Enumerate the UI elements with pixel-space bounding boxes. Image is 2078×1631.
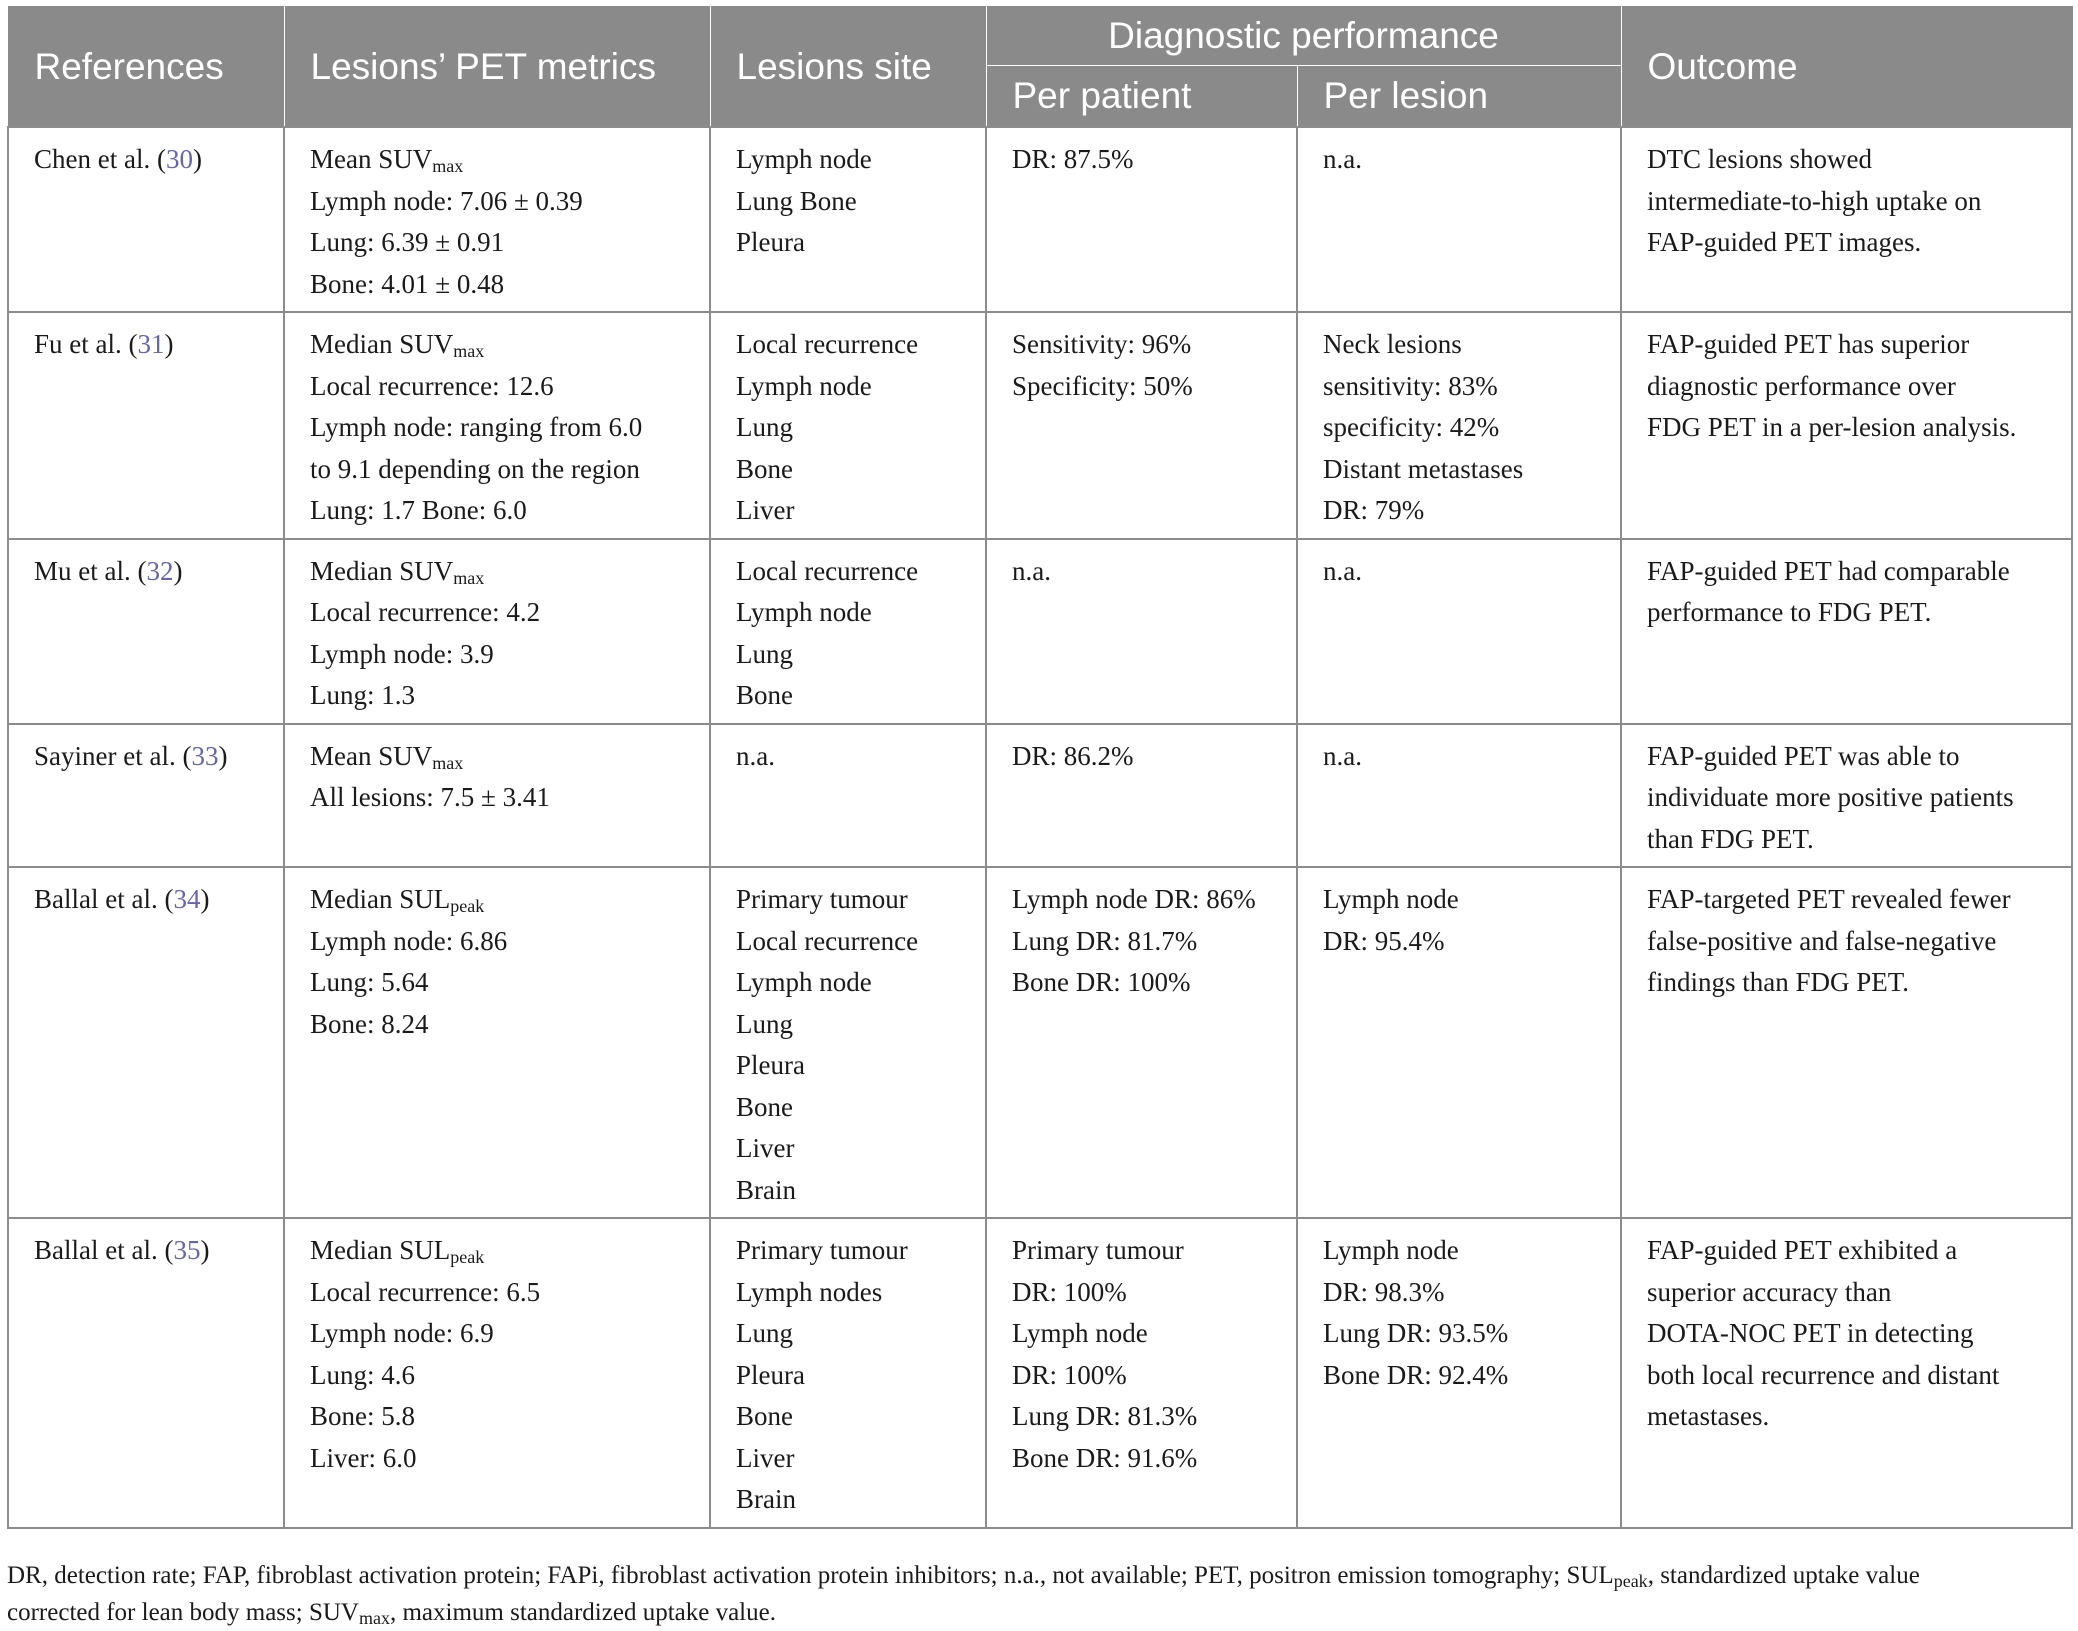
metric-subscript: peak (450, 1247, 485, 1267)
reference-text (34, 736, 275, 778)
per-lesion-cell (1297, 867, 1621, 1218)
lesion-site: Bone (736, 1401, 793, 1431)
metric-value: Lung: 6.39 ± 0.91 (310, 227, 505, 257)
outcome-cell (1621, 1218, 2072, 1528)
metric-value: Lymph node: 7.06 ± 0.39 (310, 185, 583, 216)
reference-cell (8, 724, 284, 868)
metric-value: Lymph node: 3.9 (310, 638, 494, 669)
metric-value: Bone: 8.24 (310, 1008, 429, 1039)
header-site: Lesions site (710, 7, 986, 128)
header-metrics: Lesions’ PET metrics (284, 7, 710, 128)
reference-paren: ) (200, 1235, 210, 1265)
reference-name: Fu et al. ( (34, 329, 138, 359)
header-per-lesion: Per lesion (1297, 66, 1621, 128)
reference-paren: ) (164, 329, 174, 359)
metric-name: Median SUV (310, 555, 454, 586)
metric-value: Lung: 4.6 (310, 1359, 415, 1390)
per-lesion-value: DR: 98.3% (1323, 1276, 1445, 1307)
metric-value: Lymph node: ranging from 6.0 (310, 412, 643, 442)
metric-subscript: max (432, 752, 464, 773)
reference-name: Ballal et al. ( (34, 1235, 174, 1265)
lesion-site: Brain (736, 1174, 796, 1205)
reference-cell (8, 312, 284, 539)
lesion-site: Local recurrence (736, 329, 919, 359)
outcome-text: false-positive and false-negative (1647, 925, 1997, 956)
metrics-cell (284, 127, 710, 312)
metric-name: Median SUL (310, 884, 451, 914)
per-patient-value: n.a. (1012, 555, 1051, 586)
metric-subscript: max (453, 341, 485, 361)
outcome-text: FAP-targeted PET revealed fewer (1647, 884, 2011, 914)
per-lesion-cell (1297, 1218, 1621, 1528)
table-row (8, 127, 2072, 312)
outcome-text: metastases. (1647, 1401, 1770, 1431)
table-body (8, 127, 2072, 1528)
per-patient-value: Lung DR: 81.3% (1012, 1401, 1198, 1431)
lesion-site: Lung (736, 1008, 793, 1039)
pet-studies-table (7, 6, 2073, 1529)
per-lesion-cell (1297, 539, 1621, 724)
outcome-text: findings than FDG PET. (1647, 967, 1909, 997)
reference-cell (8, 127, 284, 312)
per-patient-cell (986, 127, 1297, 312)
metric-subscript: peak (450, 896, 485, 916)
per-patient-cell (986, 724, 1297, 868)
per-patient-value: Lymph node (1012, 1318, 1148, 1348)
metric-title (310, 879, 701, 921)
per-patient-cell (986, 312, 1297, 539)
metric-title (310, 139, 701, 181)
lesion-site: Lymph node (736, 370, 872, 401)
reference-text (34, 551, 275, 593)
per-patient-cell (986, 867, 1297, 1218)
metrics-cell (284, 312, 710, 539)
header-outcome: Outcome (1621, 7, 2072, 128)
lesion-site: n.a. (736, 740, 775, 771)
metric-name: Mean SUV (310, 144, 433, 174)
metric-value: Bone: 5.8 (310, 1401, 415, 1431)
lesion-site: Liver (736, 495, 795, 525)
footnote-text: DR, detection rate; FAP, fibroblast activation protein; FAPi, fibroblast activation protein inhibitors; n.a., not available; PET, positron emission tomography; SUL (7, 1562, 1614, 1589)
lesion-site: Local recurrence (736, 555, 919, 586)
lesion-site: Bone (736, 1091, 793, 1122)
per-lesion-value: n.a. (1323, 740, 1362, 771)
table-row (8, 1218, 2072, 1528)
metric-value: Local recurrence: 4.2 (310, 597, 541, 627)
per-lesion-cell (1297, 724, 1621, 868)
per-lesion-value: Bone DR: 92.4% (1323, 1359, 1509, 1390)
metric-value: Lung: 5.64 (310, 967, 429, 997)
table-row (8, 867, 2072, 1218)
per-patient-value: DR: 100% (1012, 1359, 1127, 1390)
table-footnote (7, 1557, 2071, 1631)
footnote-text: , standardized uptake value (1647, 1562, 1920, 1589)
metric-value: Lung: 1.3 (310, 680, 415, 710)
lesion-site: Lymph node (736, 144, 872, 174)
per-patient-value: Bone DR: 100% (1012, 967, 1191, 997)
per-patient-value: Sensitivity: 96% (1012, 329, 1192, 359)
per-lesion-cell (1297, 312, 1621, 539)
footnote-text: corrected for lean body mass; SUV (7, 1599, 359, 1626)
lesion-site: Pleura (736, 1359, 805, 1390)
per-patient-cell (986, 1218, 1297, 1528)
metric-name: Mean SUV (310, 740, 433, 771)
reference-link[interactable]: 32 (146, 555, 174, 586)
reference-paren: ) (218, 740, 228, 771)
header-diagnostic-performance: Diagnostic performance (986, 7, 1621, 66)
outcome-text: DOTA-NOC PET in detecting (1647, 1318, 1974, 1348)
outcome-cell (1621, 127, 2072, 312)
reference-paren: ) (200, 884, 210, 914)
lesion-site: Lung Bone (736, 185, 857, 216)
reference-cell (8, 1218, 284, 1528)
metrics-cell (284, 539, 710, 724)
lesion-site: Bone (736, 680, 793, 710)
site-cell (710, 867, 986, 1218)
footnote-text: , maximum standardized uptake value. (389, 1599, 776, 1626)
reference-name: Chen et al. ( (34, 144, 166, 174)
outcome-text: than FDG PET. (1647, 823, 1814, 854)
metric-title (310, 324, 701, 366)
outcome-text: FAP-guided PET has superior (1647, 329, 1970, 359)
lesion-site: Primary tumour (736, 1235, 908, 1265)
per-lesion-value: Lymph node (1323, 884, 1459, 914)
per-patient-value: Specificity: 50% (1012, 370, 1193, 401)
metric-subscript: max (453, 567, 485, 588)
metric-value: Lymph node: 6.9 (310, 1318, 494, 1348)
per-lesion-value: Neck lesions (1323, 329, 1462, 359)
metric-value: Liver: 6.0 (310, 1442, 417, 1473)
per-lesion-value: sensitivity: 83% (1323, 370, 1498, 401)
footnote-subscript: peak (1613, 1571, 1648, 1591)
site-cell (710, 539, 986, 724)
per-lesion-value: n.a. (1323, 144, 1362, 174)
reference-text (34, 879, 275, 921)
metric-subscript: max (432, 156, 464, 176)
site-cell (710, 127, 986, 312)
outcome-cell (1621, 724, 2072, 868)
per-patient-value: Bone DR: 91.6% (1012, 1442, 1198, 1473)
metric-value: Local recurrence: 6.5 (310, 1276, 541, 1307)
site-cell (710, 1218, 986, 1528)
reference-name: Sayiner et al. ( (34, 740, 192, 771)
per-patient-value: DR: 87.5% (1012, 144, 1134, 174)
table-row (8, 539, 2072, 724)
lesion-site: Local recurrence (736, 925, 919, 956)
per-lesion-value: DR: 95.4% (1323, 925, 1445, 956)
lesion-site: Liver (736, 1133, 795, 1163)
lesion-site: Brain (736, 1484, 796, 1514)
lesion-site: Bone (736, 453, 793, 484)
outcome-text: FAP-guided PET images. (1647, 227, 1922, 257)
metric-value: Bone: 4.01 ± 0.48 (310, 268, 505, 299)
lesion-site: Lymph node (736, 967, 872, 997)
lesion-site: Liver (736, 1442, 795, 1473)
reference-cell (8, 539, 284, 724)
lesion-site: Lung (736, 1318, 793, 1348)
outcome-text: FAP-guided PET exhibited a (1647, 1235, 1958, 1265)
lesion-site: Lymph nodes (736, 1276, 883, 1307)
per-patient-value: Primary tumour (1012, 1235, 1184, 1265)
per-patient-value: DR: 100% (1012, 1276, 1127, 1307)
outcome-cell (1621, 312, 2072, 539)
site-cell (710, 312, 986, 539)
outcome-text: FDG PET in a per-lesion analysis. (1647, 412, 2017, 442)
outcome-text: individuate more positive patients (1647, 782, 2014, 812)
header-per-patient: Per patient (986, 66, 1297, 128)
metric-title (310, 1230, 701, 1272)
lesion-site: Lung (736, 412, 793, 442)
metric-name: Median SUL (310, 1235, 451, 1265)
reference-link[interactable]: 35 (173, 1235, 201, 1265)
metric-value: Local recurrence: 12.6 (310, 370, 554, 401)
lesion-site: Primary tumour (736, 884, 908, 914)
metrics-cell (284, 1218, 710, 1528)
outcome-text: DTC lesions showed (1647, 144, 1872, 174)
reference-name: Mu et al. ( (34, 555, 147, 586)
reference-text (34, 139, 275, 181)
header-references: References (8, 7, 284, 128)
metric-name: Median SUV (310, 329, 454, 359)
lesion-site: Lung (736, 638, 793, 669)
per-lesion-value: DR: 79% (1323, 495, 1425, 525)
reference-link[interactable]: 31 (137, 329, 165, 359)
metric-value: to 9.1 depending on the region (310, 453, 640, 484)
metric-value: Lymph node: 6.86 (310, 925, 508, 956)
site-cell (710, 724, 986, 868)
outcome-text: FAP-guided PET had comparable (1647, 555, 2010, 586)
per-lesion-value: Distant metastases (1323, 453, 1524, 484)
reference-text (34, 324, 275, 366)
metrics-cell (284, 867, 710, 1218)
reference-link[interactable]: 30 (165, 144, 193, 174)
footnote-subscript: max (358, 1608, 390, 1628)
outcome-text: intermediate-to-high uptake on (1647, 185, 1982, 216)
metric-value: Lung: 1.7 Bone: 6.0 (310, 495, 527, 525)
lesion-site: Pleura (736, 1050, 805, 1080)
reference-text (34, 1230, 275, 1272)
reference-link[interactable]: 33 (191, 740, 219, 771)
lesion-site: Pleura (736, 227, 805, 257)
metric-title (310, 736, 701, 778)
outcome-cell (1621, 539, 2072, 724)
reference-paren: ) (192, 144, 202, 174)
metric-value: All lesions: 7.5 ± 3.41 (310, 782, 550, 812)
outcome-text: performance to FDG PET. (1647, 597, 1932, 627)
outcome-text: both local recurrence and distant (1647, 1359, 2000, 1390)
outcome-cell (1621, 867, 2072, 1218)
table-row (8, 312, 2072, 539)
table-row (8, 724, 2072, 868)
per-lesion-value: n.a. (1323, 555, 1362, 586)
outcome-text: superior accuracy than (1647, 1276, 1892, 1307)
reference-link[interactable]: 34 (173, 884, 201, 914)
lesion-site: Lymph node (736, 597, 872, 627)
per-patient-value: DR: 86.2% (1012, 740, 1134, 771)
per-lesion-value: Lung DR: 93.5% (1323, 1318, 1509, 1348)
per-lesion-value: specificity: 42% (1323, 412, 1500, 442)
outcome-text: diagnostic performance over (1647, 370, 1956, 401)
reference-paren: ) (173, 555, 183, 586)
metric-title (310, 551, 701, 593)
reference-name: Ballal et al. ( (34, 884, 174, 914)
reference-cell (8, 867, 284, 1218)
per-patient-value: Lung DR: 81.7% (1012, 925, 1198, 956)
per-patient-cell (986, 539, 1297, 724)
metrics-cell (284, 724, 710, 868)
outcome-text: FAP-guided PET was able to (1647, 740, 1960, 771)
per-lesion-value: Lymph node (1323, 1235, 1459, 1265)
per-patient-value: Lymph node DR: 86% (1012, 884, 1256, 914)
per-lesion-cell (1297, 127, 1621, 312)
